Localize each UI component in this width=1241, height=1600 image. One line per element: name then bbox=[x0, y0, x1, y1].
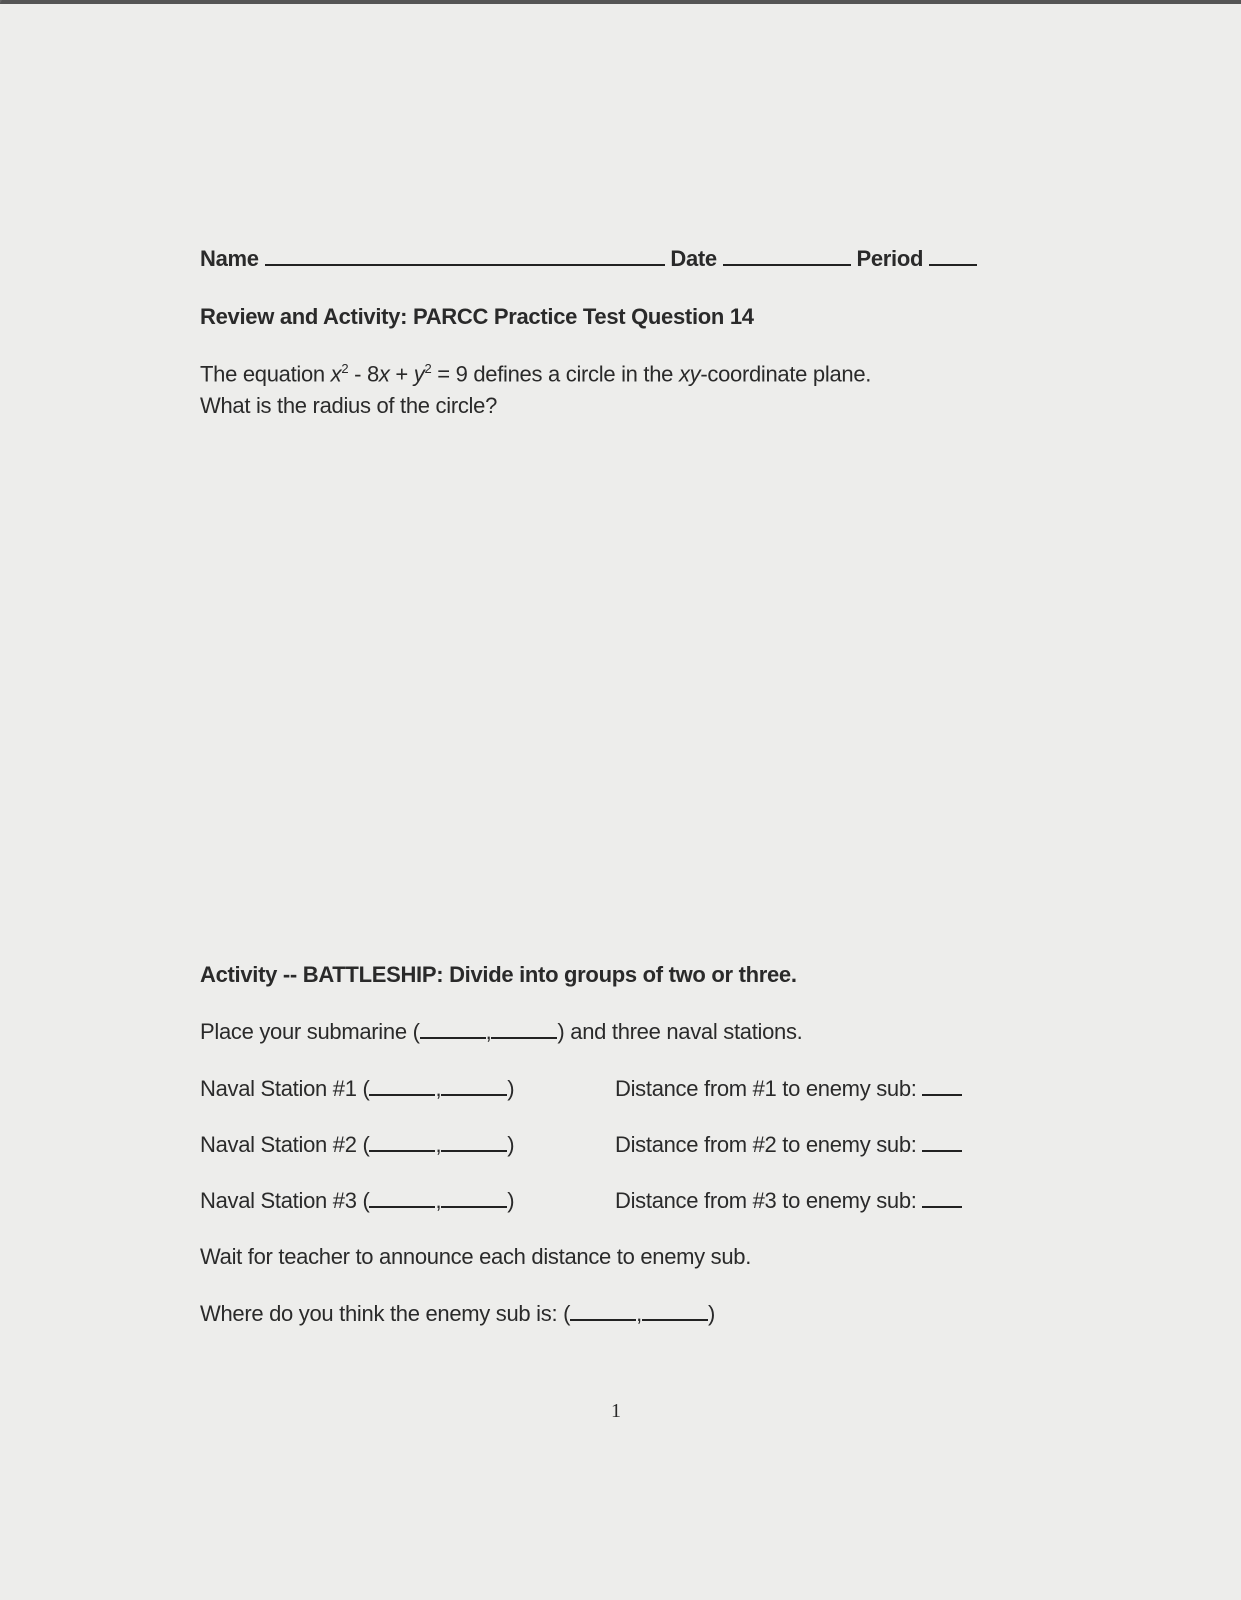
text: ) and three naval stations. bbox=[557, 1019, 803, 1044]
station-label: Naval Station #1 ( bbox=[200, 1076, 370, 1101]
station-row-1 bbox=[200, 1076, 1020, 1102]
station-x-field[interactable] bbox=[369, 1076, 435, 1096]
distance-field[interactable] bbox=[922, 1076, 962, 1096]
page-number: 1 bbox=[611, 1400, 621, 1422]
station-y-field[interactable] bbox=[441, 1132, 507, 1152]
wait-instruction: Wait for teacher to announce each distance to enemy sub. bbox=[200, 1244, 752, 1269]
comma: , bbox=[636, 1301, 642, 1326]
worksheet-title: Review and Activity: PARCC Practice Test Question 14 bbox=[200, 304, 754, 329]
station-x-field[interactable] bbox=[369, 1132, 435, 1152]
exponent: 2 bbox=[341, 361, 349, 376]
sub-x-field[interactable] bbox=[420, 1019, 486, 1039]
var-xy: xy bbox=[678, 361, 701, 387]
guess-x-field[interactable] bbox=[570, 1301, 636, 1321]
period-field[interactable] bbox=[929, 246, 977, 266]
text: The equation bbox=[200, 361, 331, 387]
station-label: Naval Station #2 ( bbox=[200, 1132, 370, 1157]
text: = 9 defines a circle in the bbox=[431, 361, 679, 387]
name-label: Name bbox=[200, 246, 259, 271]
var-x: x bbox=[378, 361, 390, 387]
distance-field[interactable] bbox=[922, 1132, 962, 1152]
text: Place your submarine ( bbox=[200, 1019, 420, 1044]
guess-row bbox=[200, 1301, 715, 1327]
distance-label: Distance from #3 to enemy sub: bbox=[615, 1188, 917, 1213]
paren: ) bbox=[707, 1301, 715, 1326]
station-x-field[interactable] bbox=[369, 1188, 435, 1208]
question-line2: What is the radius of the circle? bbox=[200, 393, 498, 418]
scan-edge bbox=[0, 0, 1241, 4]
text: -coordinate plane. bbox=[700, 361, 872, 387]
comma: , bbox=[435, 1188, 442, 1213]
exponent: 2 bbox=[424, 361, 432, 376]
page-corner bbox=[0, 0, 32, 40]
sub-y-field[interactable] bbox=[491, 1019, 557, 1039]
text: - 8 bbox=[348, 361, 379, 387]
station-row-2 bbox=[200, 1132, 1020, 1158]
text: + bbox=[389, 361, 414, 387]
comma: , bbox=[435, 1076, 442, 1101]
station-y-field[interactable] bbox=[441, 1076, 507, 1096]
header-row bbox=[200, 246, 977, 272]
activity-heading: Activity -- BATTLESHIP: Divide into groups of two or three. bbox=[200, 962, 797, 987]
distance-field[interactable] bbox=[922, 1188, 962, 1208]
var-y: y bbox=[413, 361, 425, 387]
comma: , bbox=[435, 1132, 442, 1157]
name-field[interactable] bbox=[265, 246, 665, 266]
date-field[interactable] bbox=[723, 246, 851, 266]
station-label: Naval Station #3 ( bbox=[200, 1188, 370, 1213]
station-row-3 bbox=[200, 1188, 1020, 1214]
comma: , bbox=[485, 1019, 492, 1044]
question-text bbox=[200, 361, 871, 387]
distance-label: Distance from #1 to enemy sub: bbox=[615, 1076, 917, 1101]
paren: ) bbox=[507, 1076, 515, 1101]
text: Where do you think the enemy sub is: ( bbox=[200, 1301, 571, 1326]
period-label: Period bbox=[856, 246, 924, 271]
paren: ) bbox=[507, 1132, 515, 1157]
station-y-field[interactable] bbox=[441, 1188, 507, 1208]
paren: ) bbox=[507, 1188, 515, 1213]
submarine-row bbox=[200, 1019, 802, 1045]
date-label: Date bbox=[670, 246, 717, 271]
distance-label: Distance from #2 to enemy sub: bbox=[615, 1132, 917, 1157]
var-x: x bbox=[330, 361, 342, 387]
guess-y-field[interactable] bbox=[642, 1301, 708, 1321]
